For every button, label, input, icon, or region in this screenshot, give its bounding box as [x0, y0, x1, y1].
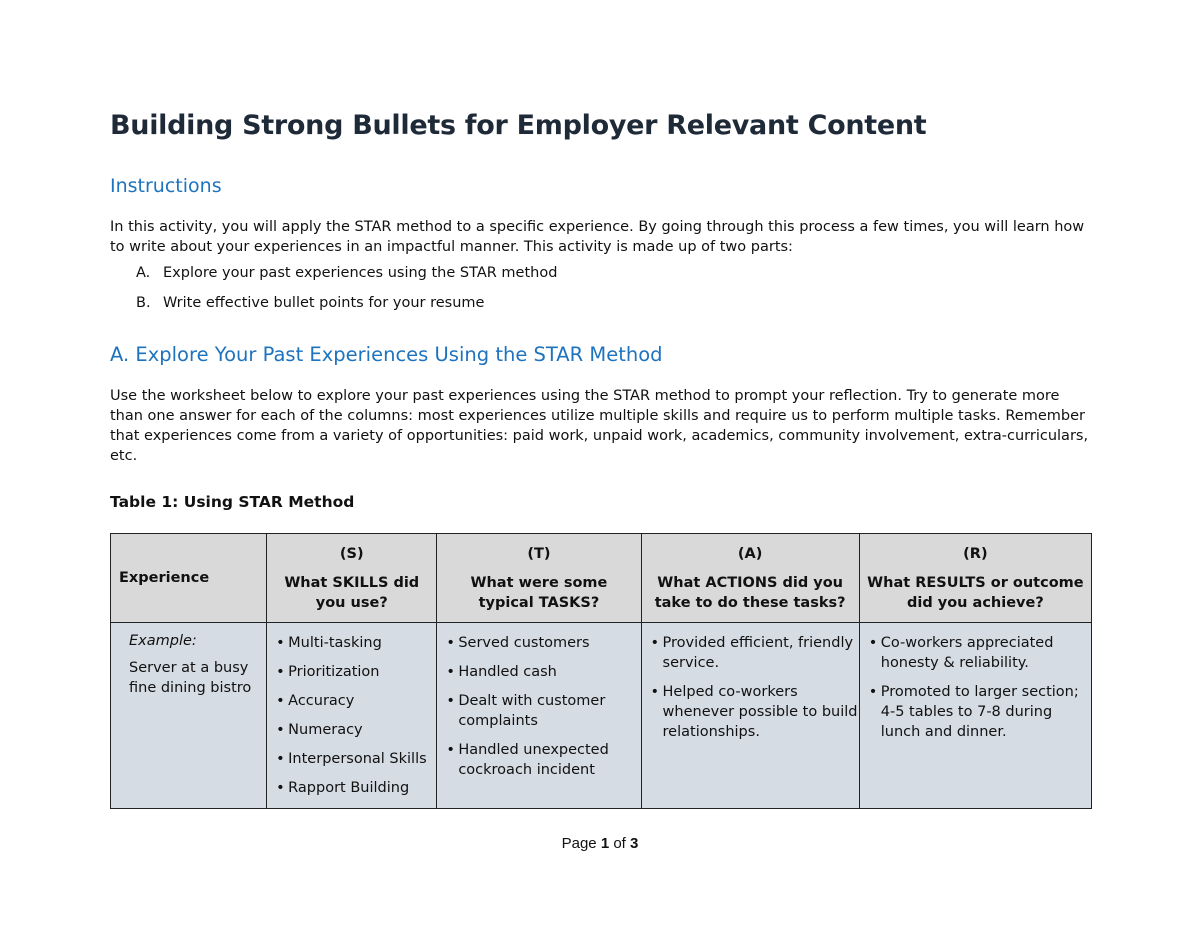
part-item	[110, 265, 557, 295]
actions-list	[643, 633, 858, 742]
list-item: • Numeracy	[276, 720, 435, 740]
list-item: • Promoted to larger section; 4-5 tables to 7-8 during lunch and dinner.	[869, 682, 1090, 742]
header-letter: (S)	[339, 545, 364, 562]
cell-results	[859, 623, 1091, 809]
part-text: Explore your past experiences using the STAR method	[163, 265, 558, 281]
list-item: • Prioritization	[276, 662, 435, 682]
table-row	[111, 623, 1092, 809]
footer-of-word: of	[613, 835, 626, 852]
table-header-row	[111, 534, 1092, 623]
example-label: Example:	[129, 633, 197, 649]
document-title: Building Strong Bullets for Employer Relevant Content	[110, 110, 927, 141]
header-label: What ACTIONS did you take to do these tasks?	[654, 574, 846, 611]
parts-list	[110, 265, 557, 325]
list-item: • Accuracy	[276, 691, 435, 711]
instructions-heading: Instructions	[110, 175, 222, 197]
list-item: • Multi-tasking	[276, 633, 435, 653]
header-label: What were some typical TASKS?	[470, 574, 608, 611]
header-tasks	[437, 534, 641, 623]
list-item: • Served customers	[446, 633, 639, 653]
footer-current-page: 1	[600, 835, 610, 852]
list-item: • Interpersonal Skills	[276, 749, 435, 769]
table-caption: Table 1: Using STAR Method	[110, 493, 355, 511]
header-experience: Experience	[111, 534, 267, 623]
list-item: • Dealt with customer complaints	[446, 691, 639, 731]
footer-total-pages: 3	[630, 835, 639, 852]
tasks-list	[438, 633, 639, 780]
header-letter: (T)	[527, 545, 551, 562]
cell-experience	[111, 623, 267, 809]
part-letter: B.	[136, 295, 151, 311]
header-label: What SKILLS did you use?	[284, 574, 420, 611]
header-label: What RESULTS or outcome did you achieve?	[867, 574, 1084, 611]
cell-skills	[267, 623, 437, 809]
part-item	[110, 295, 557, 325]
header-skills	[267, 534, 437, 623]
skills-list	[268, 633, 435, 798]
instructions-intro: In this activity, you will apply the STAR method to a specific experience. By going through this process a few times, you will learn how to write about your experiences in an impactful manner. This activity is made up of two parts:	[110, 219, 1085, 255]
footer-page-word: Page	[561, 835, 597, 852]
header-letter: (A)	[737, 545, 763, 562]
header-actions	[641, 534, 859, 623]
part-text: Write effective bullet points for your resume	[163, 295, 485, 311]
cell-actions	[641, 623, 859, 809]
list-item: • Co-workers appreciated honesty & reliability.	[869, 633, 1090, 673]
list-item: • Helped co-workers whenever possible to build relationships.	[651, 682, 858, 742]
section-a-heading: A. Explore Your Past Experiences Using the STAR Method	[110, 343, 663, 366]
cell-tasks	[437, 623, 641, 809]
list-item: • Rapport Building	[276, 778, 435, 798]
list-item: • Handled unexpected cockroach incident	[446, 740, 639, 780]
example-experience: Server at a busy fine dining bistro	[129, 660, 252, 696]
header-letter: (R)	[963, 545, 988, 562]
list-item: • Handled cash	[446, 662, 639, 682]
part-letter: A.	[136, 265, 151, 281]
header-results	[859, 534, 1091, 623]
section-a-description: Use the worksheet below to explore your past experiences using the STAR method to prompt your reflection. Try to generate more than one answer for each of the columns: most experiences utilize multiple skills and require us to perform multiple tasks. Remember that experiences come from a variety of opportunities: paid work, unpaid work, academics, community involvement, extra-curriculars, etc.	[110, 388, 1089, 464]
page-footer	[0, 835, 1200, 852]
list-item: • Provided efficient, friendly service.	[651, 633, 858, 673]
star-table	[110, 533, 1092, 809]
results-list	[861, 633, 1090, 742]
